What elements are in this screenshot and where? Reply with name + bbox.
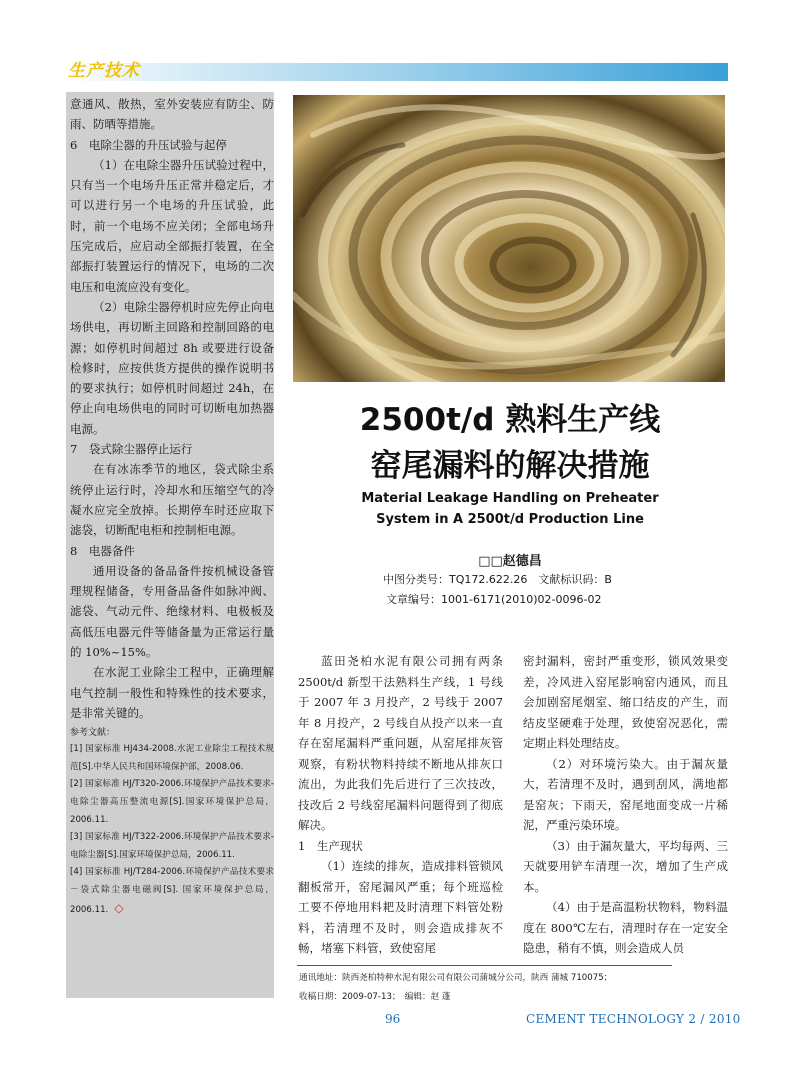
paragraph: 1 生产现状 [298, 838, 363, 853]
reference-text: [4] 国家标准 HJ/T284-2006.环境保护产品技术要求－袋式除尘器电磁阀[S]. 国家环境保护总局，2006.11. [70, 867, 274, 915]
reference-text: [3] 国家标准 HJ/T322-2006.环境保护产品技术要求-电除尘器[S].国家环境保护总局，2006.11. [70, 832, 274, 860]
end-mark-icon: ◇ [114, 900, 124, 915]
paragraph: （4）由于是高温粉状物料，物料温度在 800℃左右，清理时存在一定安全隐患，稍有不慎，则会造成人员 [523, 900, 728, 955]
author: □□赵德昌 [478, 554, 542, 569]
left-column-text [70, 94, 274, 919]
reference-item [70, 776, 274, 829]
reference-item [70, 864, 274, 919]
article-title [290, 397, 730, 489]
header-bar [66, 63, 728, 81]
paragraph: （2）对环境污染大。由于漏灰量大，若清理不及时，遇到刮风，满地都是窑灰；下雨天，窑尾地面变成一片稀泥，严重污染环境。 [523, 756, 728, 832]
paragraph: （2）电除尘器停机时应先停止向电场供电，再切断主回路和控制回路的电源；如停机时间超过 8h 或要进行设备检修时，应按供货方提供的操作说明书的要求执行；如停机时间超过 24h，在停止向电场供电的同时可切断电加热器电源。 [70, 299, 274, 436]
paragraph: （1）连续的排灰，造成排料管锁风翻板常开，窑尾漏风严重；每个班巡检工要不停地用料耙及时清理下料管处粉料，若清理不及时，则会造成排灰不畅，堵塞下料管，致使窑尾 [298, 859, 503, 955]
reference-text: [2] 国家标准 HJ/T320-2006.环境保护产品技术要求-电除尘器高压整流电源[S].国家环境保护总局，2006.11. [70, 779, 274, 825]
paragraph: （3）由于漏灰量大，平均每两、三天就要用铲车清理一次，增加了生产成本。 [523, 838, 728, 894]
footnote-received: 收稿日期：2009-07-13； 编辑：赵 蓬 [299, 992, 451, 1002]
paragraph: 在有冰冻季节的地区，袋式除尘系统停止运行时，冷却水和压缩空气的冷凝水应完全放掉。长期停车时还应取下滤袋，切断配电柜和控制柜电源。 [70, 462, 274, 538]
paragraph: 密封漏料，密封严重变形，锁风效果变差，冷风进入窑尾影响窑内通风，而且会加剧窑尾烟室、缩口结皮的产生，而结皮坚硬难于处理，致使窑况恶化，需定期止料处理结皮。 [523, 654, 728, 750]
footnote-rule [297, 965, 672, 966]
reference-item [70, 741, 274, 776]
reference-item [70, 829, 274, 864]
classification-line: 中图分类号：TQ172.622.26 文献标识码：B [383, 573, 612, 586]
journal-name: CEMENT TECHNOLOGY 2 / 2010 [526, 1012, 741, 1026]
paragraph: 蓝田尧柏水泥有限公司拥有两条 2500t/d 新型干法熟料生产线，1 号线于 2007 年 3 月投产，2 号线于 2007 年 8 月投产，2 号线自从投产以来一直存在窑尾漏料严重问题，从窑尾排灰管观察，有粉状物料持续不断地从排灰口流出，为此我们先后进行了三次技改，技改后 2 号线窑尾漏料问题得到了彻底解决。 [298, 654, 503, 832]
paragraph: 意通风、散热，室外安装应有防尘、防雨、防晒等措施。 [70, 97, 274, 132]
paragraph: 在水泥工业除尘工程中，正确理解电气控制一般性和特殊性的技术要求，是非常关键的。 [70, 665, 274, 720]
reference-text: [1] 国家标准 HJ434-2008.水泥工业除尘工程技术规范[S].中华人民共和国环境保护部，2008.06. [70, 744, 274, 772]
paragraph: 通用设备的备品备件按机械设备管理规程储备，专用备品备件如脉冲阀、滤袋、气动元件、绝缘材料、电极板及高低压电器元件等储备量为正常运行量的 10%~15%。 [70, 563, 274, 660]
paragraph: 7 袋式除尘器停止运行 [70, 442, 193, 457]
right-column-text [523, 651, 728, 959]
title-line-1: 2500t/d 熟料生产线 [359, 402, 661, 438]
article-subtitle [290, 488, 730, 530]
section-header: 生产技术 [68, 61, 140, 81]
paragraph: 8 电器备件 [70, 543, 135, 558]
footnote-address: 通讯地址：陕西尧柏特种水泥有限公司有限公司蒲城分公司，陕西 蒲城 710075； [299, 973, 613, 983]
middle-column-text [298, 651, 503, 959]
title-line-2: 窑尾漏料的解决措施 [370, 448, 650, 484]
subtitle-line-1: Material Leakage Handling on Preheater [361, 491, 659, 506]
paragraph: （1）在电除尘器升压试验过程中，只有当一个电场升压正常并稳定后，才可以进行另一个电场的升压试验，此时，前一个电场不应关闭；全部电场升压完成后，应启动全部振打装置，在全部振打装置运行的情况下，电场的二次电压和电流应没有变化。 [70, 157, 274, 294]
article-number-line: 文章编号：1001-6171(2010)02-0096-02 [386, 593, 602, 606]
golden-swirl-artwork [293, 95, 725, 382]
paragraph: 6 电除尘器的升压试验与起停 [70, 137, 227, 152]
references-title: 参考文献： [70, 728, 116, 739]
subtitle-line-2: System in A 2500t/d Production Line [376, 512, 644, 527]
page-number: 96 [385, 1012, 401, 1026]
